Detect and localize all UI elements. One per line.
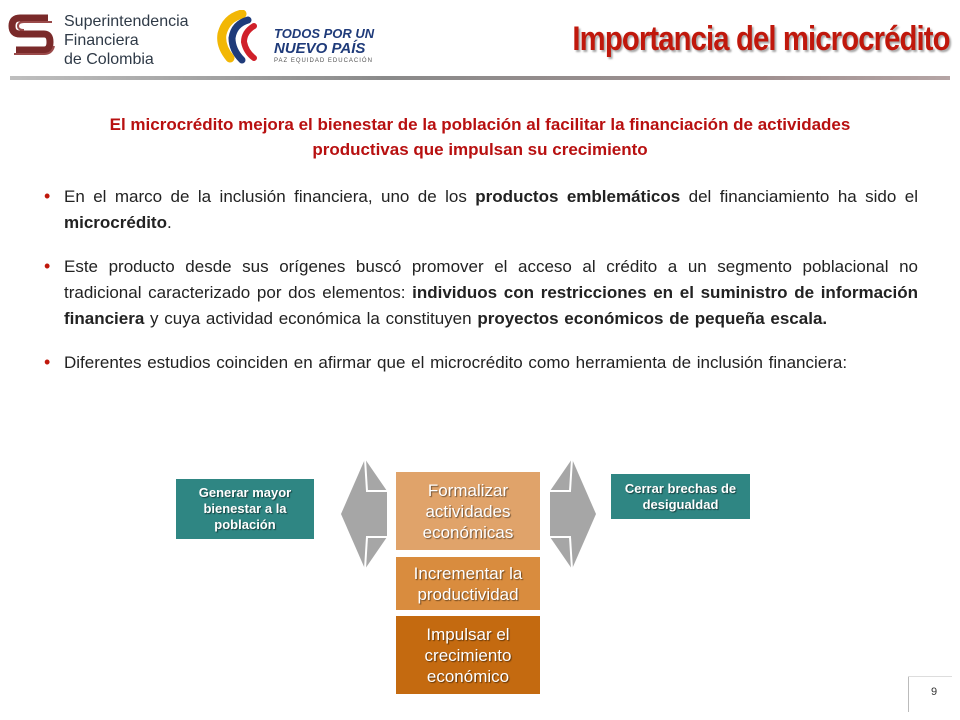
sfc-name	[64, 12, 189, 69]
gov-swirl-icon	[212, 10, 272, 70]
diagram-right-label: Cerrar brechas de desigualdad	[624, 480, 737, 512]
center-box-3-label: Impulsar el crecimiento económico	[424, 624, 512, 686]
center-box-2	[396, 557, 540, 610]
gov-logo-line-2: NUEVO PAÍS	[274, 40, 366, 57]
bullet-item-3	[42, 350, 918, 376]
sfc-line-2: Financiera	[64, 32, 139, 49]
diagram-right-box	[611, 474, 750, 519]
center-box-3	[396, 616, 540, 694]
slide-subtitle: El microcrédito mejora el bienestar de la población al facilitar la financiación de actividades productivas que impulsan su crecimiento	[109, 115, 851, 159]
bullet-1-part-2: productos emblemáticos	[475, 187, 681, 206]
gov-logo-line-3: PAZ EQUIDAD EDUCACIÓN	[274, 58, 373, 64]
bullet-item-2	[42, 254, 918, 332]
bullet-item-1	[42, 184, 918, 236]
bullet-1-part-5: .	[166, 213, 172, 232]
sfc-line-1: Superintendencia	[64, 13, 189, 30]
bullet-3-part-1: Diferentes estudios coinciden en afirmar que el microcrédito como herramienta de inclusión financiera:	[64, 353, 848, 372]
diagram-left-label: Generar mayor bienestar a la población	[198, 485, 292, 532]
center-box-1	[396, 472, 540, 550]
diagram-left-box	[176, 479, 314, 539]
bullet-2-part-2: individuos con restricciones en el suministro de información financiera	[64, 283, 918, 328]
page-number: 9	[930, 686, 938, 698]
gov-logo-line-1: TODOS POR UN	[274, 26, 375, 41]
gov-logo	[212, 10, 375, 70]
bullet-list	[42, 184, 918, 394]
page-number-divider	[908, 676, 909, 712]
bullet-1-part-1: En el marco de la inclusión financiera, uno de los	[64, 187, 476, 206]
center-box-1-label: Formalizar actividades económicas	[422, 480, 514, 542]
sfc-logo	[8, 10, 198, 68]
center-box-2-label: Incrementar la productividad	[413, 563, 523, 604]
sfc-line-3: de Colombia	[64, 51, 154, 68]
bullet-1-part-3: del financiamiento ha sido el	[680, 187, 919, 206]
bullet-2-part-1: Este producto desde sus orígenes buscó promover el acceso al crédito a un segmento poblacional no tradicional caracterizado por dos elementos:	[64, 257, 918, 302]
bullet-2-part-3: y cuya actividad económica la constituyen	[144, 309, 478, 328]
sfc-s-icon	[8, 12, 58, 62]
page-number-top-rule	[908, 676, 952, 677]
bullet-2-part-4: proyectos económicos de pequeña escala.	[477, 309, 828, 328]
slide-title: Importancia del microcrédito	[572, 20, 950, 58]
left-arrow-icon	[341, 459, 387, 569]
bullet-1-part-4: microcrédito	[64, 213, 167, 232]
right-arrow-icon	[550, 459, 596, 569]
title-divider	[10, 76, 950, 80]
